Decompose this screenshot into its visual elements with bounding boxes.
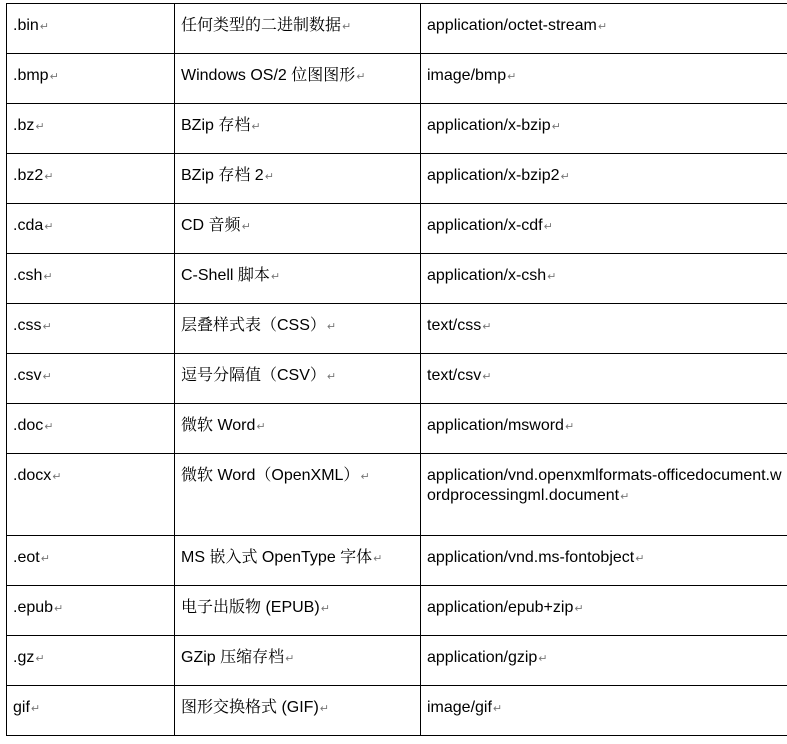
mime-type-cell	[421, 686, 787, 736]
description-cell	[175, 686, 421, 736]
mime-type-cell-text: application/x-cdf	[427, 217, 543, 234]
paragraph-mark-icon: ↵	[44, 421, 54, 433]
paragraph-mark-icon: ↵	[39, 21, 50, 33]
extension-cell	[7, 304, 175, 354]
description-cell-text: BZip 存档	[181, 117, 251, 134]
extension-cell-text: .cda	[13, 217, 44, 234]
mime-type-cell	[421, 636, 787, 686]
extension-cell	[7, 254, 175, 304]
extension-cell-text: .gz	[13, 649, 35, 666]
description-cell	[175, 304, 421, 354]
paragraph-mark-icon: ↵	[543, 221, 553, 233]
extension-cell-text: .epub	[13, 599, 54, 616]
mime-type-cell-text: application/vnd.openxmlformats-officedocument.wordprocessingml.document	[427, 467, 782, 504]
paragraph-mark-icon: ↵	[42, 371, 52, 383]
paragraph-mark-icon: ↵	[492, 703, 503, 715]
extension-cell	[7, 404, 175, 454]
paragraph-mark-icon: ↵	[42, 321, 52, 333]
extension-cell-text: .csh	[13, 267, 43, 284]
paragraph-mark-icon: ↵	[373, 553, 383, 565]
paragraph-mark-icon: ↵	[320, 603, 330, 615]
table-row	[7, 536, 787, 586]
mime-type-cell	[421, 586, 787, 636]
paragraph-mark-icon: ↵	[342, 21, 352, 33]
description-cell	[175, 54, 421, 104]
extension-cell	[7, 354, 175, 404]
description-cell-text: MS 嵌入式 OpenType 字体	[181, 549, 373, 566]
table-row	[7, 454, 787, 536]
paragraph-mark-icon: ↵	[564, 421, 575, 433]
description-cell	[175, 104, 421, 154]
description-cell	[175, 586, 421, 636]
table-row	[7, 4, 787, 54]
extension-cell	[7, 4, 175, 54]
description-cell-text: C-Shell 脚本	[181, 267, 270, 284]
description-cell-text: CD 音频	[181, 217, 241, 234]
mime-type-cell-text: application/x-bzip	[427, 117, 551, 134]
mime-type-cell	[421, 354, 787, 404]
paragraph-mark-icon: ↵	[356, 71, 366, 83]
mime-type-cell	[421, 404, 787, 454]
extension-cell-text: .eot	[13, 549, 40, 566]
extension-cell-text: .css	[13, 317, 42, 334]
paragraph-mark-icon: ↵	[574, 603, 584, 615]
table-row	[7, 354, 787, 404]
extension-cell-text: .docx	[13, 467, 52, 484]
description-cell	[175, 454, 421, 536]
description-cell-text: GZip 压缩存档	[181, 649, 285, 666]
paragraph-mark-icon: ↵	[251, 121, 261, 133]
extension-cell	[7, 154, 175, 204]
extension-cell-text: .bmp	[13, 67, 49, 84]
paragraph-mark-icon: ↵	[482, 321, 492, 333]
paragraph-mark-icon: ↵	[270, 271, 281, 283]
extension-cell	[7, 454, 175, 536]
paragraph-mark-icon: ↵	[54, 603, 64, 615]
paragraph-mark-icon: ↵	[35, 653, 45, 665]
paragraph-mark-icon: ↵	[44, 221, 54, 233]
paragraph-mark-icon: ↵	[30, 703, 41, 715]
table-row	[7, 254, 787, 304]
paragraph-mark-icon: ↵	[35, 121, 45, 133]
paragraph-mark-icon: ↵	[264, 171, 274, 183]
description-cell-text: Windows OS/2 位图图形	[181, 67, 356, 84]
paragraph-mark-icon: ↵	[620, 491, 630, 503]
table-row	[7, 686, 787, 736]
mime-type-cell-text: image/bmp	[427, 67, 507, 84]
mime-type-cell	[421, 54, 787, 104]
mime-type-cell	[421, 254, 787, 304]
paragraph-mark-icon: ↵	[44, 171, 54, 183]
mime-type-cell	[421, 154, 787, 204]
table-row	[7, 104, 787, 154]
paragraph-mark-icon: ↵	[482, 371, 492, 383]
table-row	[7, 304, 787, 354]
description-cell	[175, 204, 421, 254]
mime-type-cell-text: text/csv	[427, 367, 482, 384]
mime-type-cell	[421, 454, 787, 536]
paragraph-mark-icon: ↵	[326, 321, 337, 333]
extension-cell	[7, 586, 175, 636]
mime-type-cell-text: application/epub+zip	[427, 599, 574, 616]
paragraph-mark-icon: ↵	[256, 421, 266, 433]
description-cell-text: 微软 Word（OpenXML）	[181, 467, 360, 484]
paragraph-mark-icon: ↵	[43, 271, 53, 283]
paragraph-mark-icon: ↵	[635, 553, 645, 565]
extension-cell-text: gif	[13, 699, 30, 716]
description-cell	[175, 354, 421, 404]
paragraph-mark-icon: ↵	[319, 703, 329, 715]
description-cell-text: 图形交换格式 (GIF)	[181, 699, 319, 716]
mime-type-cell	[421, 536, 787, 586]
mime-type-cell	[421, 204, 787, 254]
description-cell	[175, 636, 421, 686]
description-cell-text: BZip 存档 2	[181, 167, 264, 184]
paragraph-mark-icon: ↵	[538, 653, 548, 665]
table-row	[7, 204, 787, 254]
mime-type-cell-text: application/octet-stream	[427, 17, 597, 34]
description-cell	[175, 254, 421, 304]
description-cell-text: 电子出版物 (EPUB)	[181, 599, 320, 616]
paragraph-mark-icon: ↵	[560, 171, 570, 183]
table-row	[7, 636, 787, 686]
mime-type-cell-text: text/css	[427, 317, 482, 334]
extension-cell-text: .bz2	[13, 167, 44, 184]
paragraph-mark-icon: ↵	[597, 21, 608, 33]
extension-cell	[7, 54, 175, 104]
mime-type-cell-text: application/x-csh	[427, 267, 547, 284]
paragraph-mark-icon: ↵	[547, 271, 557, 283]
mime-types-table	[6, 3, 787, 736]
description-cell-text: 层叠样式表（CSS）	[181, 317, 326, 334]
extension-cell	[7, 204, 175, 254]
table-row	[7, 404, 787, 454]
mime-type-cell	[421, 4, 787, 54]
paragraph-mark-icon: ↵	[52, 471, 62, 483]
mime-type-cell	[421, 104, 787, 154]
paragraph-mark-icon: ↵	[49, 71, 59, 83]
description-cell-text: 微软 Word	[181, 417, 256, 434]
extension-cell-text: .bz	[13, 117, 35, 134]
description-cell	[175, 536, 421, 586]
extension-cell	[7, 104, 175, 154]
table-row	[7, 154, 787, 204]
mime-type-cell-text: image/gif	[427, 699, 492, 716]
mime-type-cell-text: application/x-bzip2	[427, 167, 560, 184]
extension-cell-text: .csv	[13, 367, 42, 384]
extension-cell	[7, 686, 175, 736]
mime-type-cell	[421, 304, 787, 354]
description-cell-text: 逗号分隔值（CSV）	[181, 367, 326, 384]
mime-type-cell-text: application/vnd.ms-fontobject	[427, 549, 635, 566]
table-row	[7, 54, 787, 104]
paragraph-mark-icon: ↵	[285, 653, 295, 665]
description-cell-text: 任何类型的二进制数据	[181, 17, 342, 34]
description-cell	[175, 404, 421, 454]
paragraph-mark-icon: ↵	[360, 471, 370, 483]
extension-cell-text: .doc	[13, 417, 44, 434]
extension-cell-text: .bin	[13, 17, 39, 34]
extension-cell	[7, 636, 175, 686]
table-row	[7, 586, 787, 636]
description-cell	[175, 4, 421, 54]
extension-cell	[7, 536, 175, 586]
paragraph-mark-icon: ↵	[507, 71, 517, 83]
paragraph-mark-icon: ↵	[551, 121, 561, 133]
paragraph-mark-icon: ↵	[326, 371, 337, 383]
mime-type-cell-text: application/gzip	[427, 649, 538, 666]
mime-type-cell-text: application/msword	[427, 417, 564, 434]
paragraph-mark-icon: ↵	[40, 553, 50, 565]
table-body	[7, 4, 787, 736]
description-cell	[175, 154, 421, 204]
paragraph-mark-icon: ↵	[241, 221, 251, 233]
